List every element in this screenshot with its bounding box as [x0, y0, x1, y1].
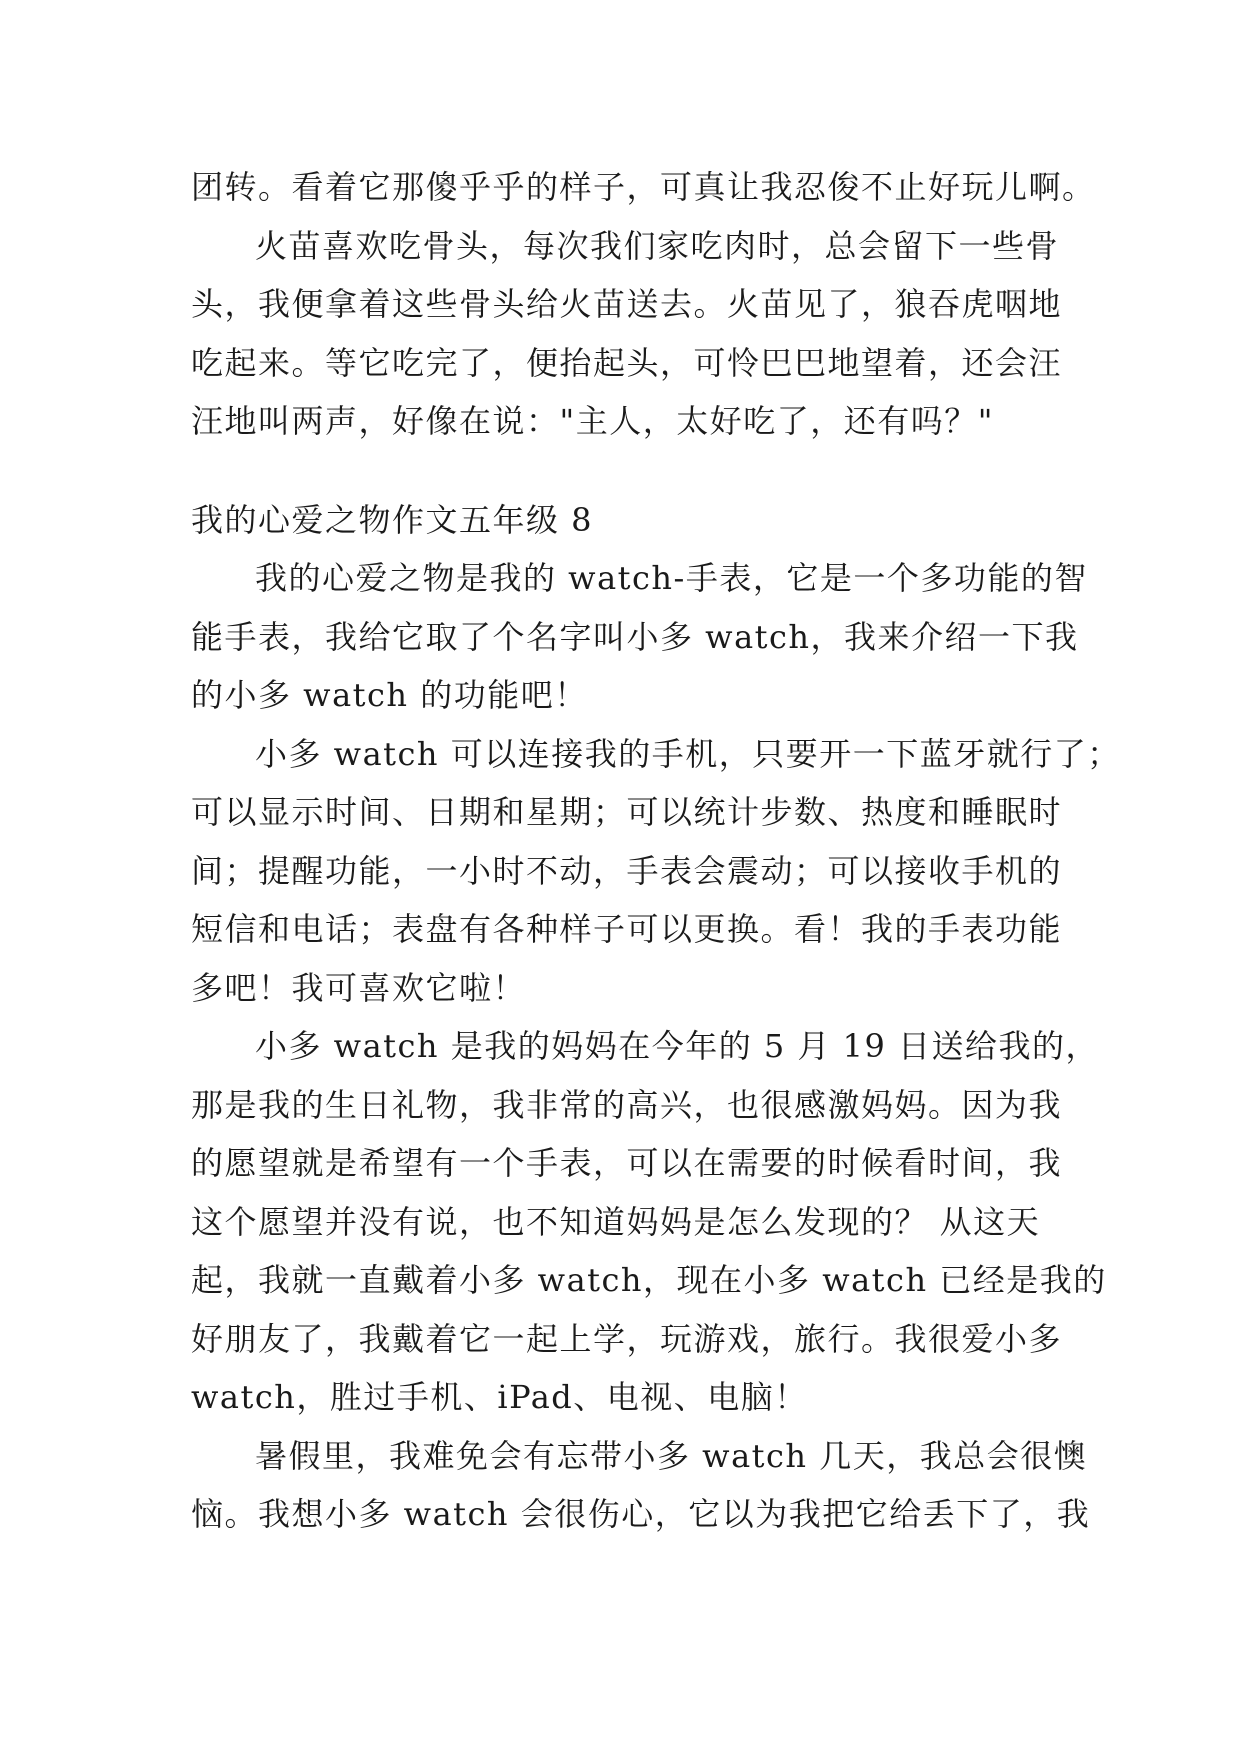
text-line: 头，我便拿着这些骨头给火苗送去。火苗见了，狼吞虎咽地: [191, 285, 1063, 323]
text-line: 汪地叫两声，好像在说："主人，太好吃了，还有吗？": [191, 402, 994, 440]
text-line: 好朋友了，我戴着它一起上学，玩游戏，旅行。我很爱小多: [191, 1319, 1063, 1358]
paragraph-start-line: 小多 watch 可以连接我的手机，只要开一下蓝牙就行了；: [255, 734, 1121, 773]
text-line: 吃起来。等它吃完了，便抬起头，可怜巴巴地望着，还会汪: [191, 343, 1063, 382]
paragraph-start-line: 火苗喜欢吃骨头，每次我们家吃肉时，总会留下一些骨: [255, 226, 1060, 265]
text-line: 能手表，我给它取了个名字叫小多 watch，我来介绍一下我: [191, 617, 1079, 656]
paragraph-start-line: 小多 watch 是我的妈妈在今年的 5 月 19 日送给我的，: [255, 1027, 1099, 1065]
text-line: 起，我就一直戴着小多 watch，现在小多 watch 已经是我的: [191, 1261, 1107, 1299]
text-line: 的小多 watch 的功能吧！: [191, 676, 588, 714]
paragraph-start-line: 我的心爱之物是我的 watch-手表，它是一个多功能的智: [255, 559, 1088, 597]
text-line: 间；提醒功能，一小时不动，手表会震动；可以接收手机的: [191, 851, 1063, 890]
text-line: 的愿望就是希望有一个手表，可以在需要的时候看时间，我: [191, 1144, 1063, 1182]
text-line: 可以显示时间、日期和星期；可以统计步数、热度和睡眠时: [191, 793, 1063, 831]
document-body: [191, 158, 1121, 1544]
text-line: 恼。我想小多 watch 会很伤心，它以为我把它给丢下了，我: [191, 1495, 1091, 1533]
text-line: 那是我的生日礼物，我非常的高兴，也很感激妈妈。因为我: [191, 1085, 1063, 1124]
section-heading: 我的心爱之物作文五年级 8: [191, 500, 594, 539]
text-line: 短信和电话；表盘有各种样子可以更换。看！我的手表功能: [191, 910, 1063, 948]
paragraph-start-line: 暑假里，我难免会有忘带小多 watch 几天，我总会很懊: [255, 1436, 1088, 1475]
text-line: watch，胜过手机、iPad、电视、电脑！: [191, 1378, 808, 1416]
section-gap: [191, 451, 1061, 491]
text-line: 团转。看着它那傻乎乎的样子，可真让我忍俊不止好玩儿啊。: [191, 168, 1096, 206]
text-line: 这个愿望并没有说，也不知道妈妈是怎么发现的？ 从这天: [191, 1202, 1041, 1241]
text-line: 多吧！我可喜欢它啦！: [191, 968, 527, 1007]
